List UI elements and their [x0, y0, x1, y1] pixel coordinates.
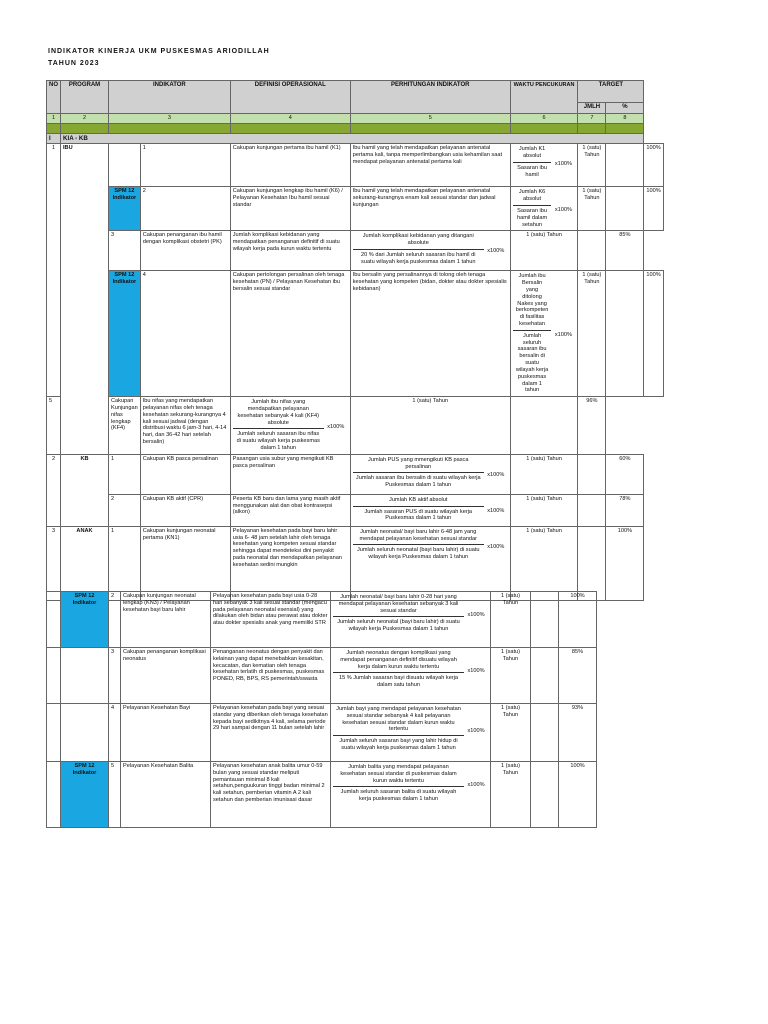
no-cell	[47, 704, 61, 762]
col-definisi: DEFINISI OPERASIONAL	[230, 81, 350, 114]
operational-definition: Pelayanan kesehatan anak balita umur 0-59 bulan yang sesuai standar meliputi pemantauan minimal 8 kali setahun,penguukuran tinggi badan minimal 2 kali setahun, pemberian vitamin A 2 kali setahun dan pemberian imunisasi dasar	[211, 762, 331, 828]
program-cell	[61, 704, 109, 762]
indicator-name: Cakupan kunjungan neonatal lengkap (KN3) / Pelayanan kesehatan bayi baru lahir	[121, 592, 211, 648]
target-count	[578, 231, 606, 271]
group-number: 1	[47, 144, 61, 397]
section-number: I	[47, 133, 61, 144]
target-percent: 100%	[644, 187, 663, 231]
target-count	[531, 648, 559, 704]
indicator-number: 3	[109, 231, 141, 271]
col-jmlh: JMLH	[578, 103, 606, 114]
section-label: KIA - KB	[61, 133, 644, 144]
formula-denominator: Jumlah seluruh sasaran bayi yang lahir hidup di suatu wilayah kerja puskesmas dalam 1 tahun	[333, 735, 464, 753]
indicator-row	[47, 526, 664, 600]
calculation-formula	[230, 397, 350, 455]
formula-denominator: 15 % Jumlah sasaran bayi disuatu wilayah kerja dalam satu tahun	[333, 672, 464, 690]
colnum-8: 8	[606, 114, 644, 124]
col-waktu: WAKTU PENCUKURAN	[510, 81, 578, 114]
indicator-number: 2	[109, 592, 121, 648]
indicator-row	[47, 494, 664, 526]
measurement-period: 1 (satu) Tahun	[350, 397, 510, 455]
indicator-number: 3	[109, 648, 121, 704]
spm-indicator-badge: SPM 12 Indikator	[109, 271, 141, 397]
calculation-formula	[350, 231, 510, 271]
target-count	[531, 592, 559, 648]
green-separator-row	[47, 123, 664, 133]
operational-definition: Ibu hamil yang telah mendapatkan pelayanan antenatal pertama kali, tanpa memperlimbangkan usia kehamilan saat mendapat pelayanan antenatal pertama kali	[350, 144, 510, 187]
operational-definition: Penanganan neonatus dengan penyakit dan kelainan yang dapat menebabkan kesakitan, kecacatan, dan kematian oleh tenaga kesehatan terlatih di puskesmas, puskesmas PONED, RB, BPS, RS pemerintah/swasta	[211, 648, 331, 704]
calculation-formula	[331, 592, 491, 648]
operational-definition: Pelayanan kesehatan pada bayi yang sesuai standar yang diberikan oleh tenaga kesehatan kepada bayi sedikitnya 4 kali, selama periode 29 hari sampai dengan 11 bulan setelah lahir	[211, 704, 331, 762]
colnum-2: 2	[61, 114, 109, 124]
indicator-name: Cakupan kunjungan pertama ibu hamil (K1)	[230, 144, 350, 187]
indicator-number: 4	[109, 704, 121, 762]
document-title: INDIKATOR KINERJA UKM PUSKESMAS ARIODILLAH	[48, 48, 270, 55]
col-indikator: INDIKATOR	[109, 81, 231, 114]
measurement-period: 1 (satu) Tahun	[491, 762, 531, 828]
formula-numerator: Jumlah bayi yang mendapat pelayanan kesehatan sesuai standar sebanyak 4 kali pelayanan kesehatan sesuai standar dalam kurun waktu tertentu	[336, 706, 461, 733]
formula-multiplier: x100%	[467, 782, 485, 789]
col-pct: %	[606, 103, 644, 114]
indicator-row	[47, 271, 664, 397]
measurement-period: 1 (satu) Tahun	[510, 526, 578, 600]
formula-numerator: Jumlah KB aktif absolut	[389, 496, 448, 503]
target-count	[578, 494, 606, 526]
spm-indicator-badge: SPM 12 Indikator	[109, 187, 141, 231]
indicator-number: 5	[47, 397, 61, 455]
measurement-period: 1 (satu) Tahun	[491, 704, 531, 762]
operational-definition: Pelayanan kesehatan pada bayi usia 0-28 hari sebanyak 3 kali sesuai standar (mengacu pada pelayanan neonatal esensial) yang dilakukan oleh bidan atau perawat atau dokter atau dokter spesialis anak yang memiliki STR	[211, 592, 331, 648]
formula-denominator: Jumlah sasaran ibu bersalin di suatu wilayah kerja Puskesmas dalam 1 tahun	[353, 472, 484, 490]
no-cell	[47, 592, 61, 648]
indicator-name: Cakupan pertolongan persalinan oleh tenaga kesehatan (PN) / Pelayanan Kesehatan ibu bersalin sesuai standar	[230, 271, 350, 397]
col-target: TARGET	[578, 81, 644, 103]
calculation-formula	[331, 648, 491, 704]
spm-indicator-badge: SPM 12 Indikator	[61, 592, 109, 648]
indicator-row	[47, 144, 664, 187]
indicator-number: 1	[109, 526, 141, 600]
formula-numerator: Jumlah K6 absolut	[518, 189, 546, 203]
indicator-number: 1	[109, 454, 141, 494]
measurement-period: 1 (satu) Tahun	[510, 494, 578, 526]
target-count	[578, 526, 606, 600]
calculation-formula	[510, 271, 578, 397]
colnum-3: 3	[109, 114, 231, 124]
target-percent: 85%	[606, 231, 644, 271]
formula-denominator: Sasaran ibu hamil dalam setahun	[513, 205, 552, 229]
column-number-row	[47, 114, 664, 124]
formula-denominator: 20 % dari Jumlah seluruh sasaran ibu hamil di suatu wilayah kerja puskesmas dalam 1 tahun	[353, 249, 484, 267]
indicator-row	[47, 187, 664, 231]
calculation-formula	[331, 762, 491, 828]
colnum-6: 6	[510, 114, 578, 124]
formula-denominator: Jumlah seluruh neonatal (bayi baru lahir) di suatu wilayah kerja Puskesmas dalam 1 tahun	[333, 616, 464, 634]
group-number: 2	[47, 454, 61, 526]
measurement-period: 1 (satu) Tahun	[491, 648, 531, 704]
indicator-number: 2	[109, 494, 141, 526]
formula-numerator: Jumlah ibu nifas yang mendapatkan pelayanan kesehatan sebanyak 4 kali (KF4) absolute	[237, 399, 319, 426]
no-cell	[47, 648, 61, 704]
indicator-name: Cakupan kunjungan lengkap ibu hamil (K6) / Pelayanan Kesehatan Ibu hamil sesuai standar	[230, 187, 350, 231]
target-percent: 100%	[644, 144, 663, 187]
program-name: KB	[61, 454, 109, 526]
program-cell	[61, 648, 109, 704]
formula-denominator: Jumlah seluruh neonatal (bayi baru lahir) di suatu wilayah kerja Puskesmas dalam 1 tahun	[353, 544, 484, 562]
target-count	[578, 454, 606, 494]
measurement-period: 1 (satu) Tahun	[578, 187, 606, 231]
colnum-1: 1	[47, 114, 61, 124]
program-name: IBU	[61, 144, 109, 455]
formula-numerator: Jumlah balita yang mendapat pelayanan kesehatan sesuai standar di puskesmas dalam kurun waktu tertentu	[340, 764, 457, 784]
formula-denominator: Sasaran ibu hamil	[513, 162, 552, 180]
formula-numerator: Jumlah komplikasi kebidanan yang ditangani absolute	[362, 233, 474, 247]
calculation-formula	[510, 144, 578, 187]
indicator-row	[47, 231, 664, 271]
formula-multiplier: x100%	[327, 424, 345, 431]
target-percent: 78%	[606, 494, 644, 526]
formula-multiplier: x100%	[554, 160, 572, 167]
formula-multiplier: x100%	[554, 207, 572, 214]
group-number: 3	[47, 526, 61, 600]
indicator-table-page-2	[46, 591, 597, 828]
target-count	[606, 271, 644, 397]
col-perhitungan: PERHITUNGAN INDIKATOR	[350, 81, 510, 114]
formula-numerator: Jumlah PUS yang mmengikuti KB pasca persalinan	[368, 456, 469, 470]
indicator-name: Cakupan Kunjungan nifas lengkap (KF4)	[109, 397, 141, 455]
colnum-7: 7	[578, 114, 606, 124]
operational-definition: Ibu bersalin yang persalinannya di tolong oleh tenaga kesehatan yang kompeten (bidan, dokter atau dokter spesialis kebidanan)	[350, 271, 510, 397]
calculation-formula	[350, 454, 510, 494]
calculation-formula	[350, 526, 510, 600]
colnum-5: 5	[350, 114, 510, 124]
target-percent: 100%	[559, 762, 597, 828]
indicator-name: Cakupan penanganan ibu hamil dengan komplikasi obstetri (PK)	[140, 231, 230, 271]
measurement-period: 1 (satu) Tahun	[510, 231, 578, 271]
target-percent: 93%	[559, 704, 597, 762]
target-count	[606, 187, 644, 231]
indicator-number: 4	[140, 271, 230, 397]
indicator-name: Pelayanan Kesehatan Balita	[121, 762, 211, 828]
measurement-period: 1 (satu) Tahun	[510, 454, 578, 494]
formula-multiplier: x100%	[487, 543, 505, 550]
formula-multiplier: x100%	[487, 508, 505, 515]
indicator-row	[47, 648, 597, 704]
indicator-number: 5	[109, 762, 121, 828]
formula-multiplier: x100%	[467, 727, 485, 734]
formula-multiplier: x100%	[467, 612, 485, 619]
formula-numerator: Jumlah neonatal/ bayi baru lahir 0-28 hari yang mendapat pelayanan kesehatan sebanyak 3 kali sesuai standar	[338, 594, 459, 614]
operational-definition: Pasangan usia subur yang mengikuti KB pasca persalinan	[230, 454, 350, 494]
formula-denominator: Jumlah seluruh sasaran ibu nifas di suatu wilayah kerja puskesmas dalam 1 tahun	[233, 428, 324, 452]
indicator-row	[47, 762, 597, 828]
indicator-row	[47, 704, 597, 762]
indicator-name: Pelayanan Kesehatan Bayi	[121, 704, 211, 762]
formula-multiplier: x100%	[554, 332, 572, 339]
calculation-formula	[331, 704, 491, 762]
formula-denominator: Jumlah sasaran PUS di suatu wilayah kerja Puskesmas dalam 1 tahun	[353, 506, 484, 524]
colnum-4: 4	[230, 114, 350, 124]
indicator-number: 1	[140, 144, 230, 187]
operational-definition: Ibu hamil yang telah mendapatkan pelayanan antenatal sekurang-kurangnya enam kali sesuai standar dan jadwal kunjungan	[350, 187, 510, 231]
indicator-table-page-1	[46, 80, 664, 601]
formula-denominator: Jumlah seluruh sasaran balita di suatu wilayah kerja puskesmas dalam 1 tahun	[333, 786, 464, 804]
measurement-period: 1 (satu) Tahun	[578, 271, 606, 397]
operational-definition: Jumlah komplikasi kebidanan yang mendapatkan penanganan definitif di suatu wilayah kerja pada kurun waktu tertentu	[230, 231, 350, 271]
indicator-row	[47, 454, 664, 494]
target-count	[606, 144, 644, 187]
indicator-number: 2	[140, 187, 230, 231]
indicator-row	[47, 397, 664, 455]
formula-numerator: Jumlah K1 absolut	[518, 146, 546, 160]
target-count	[510, 397, 578, 455]
measurement-period: 1 (satu) Tahun	[578, 144, 606, 187]
formula-multiplier: x100%	[487, 248, 505, 255]
operational-definition: Peserta KB baru dan lama yang masih aktif menggunakan alat dan obat kontrasepsi (alkon)	[230, 494, 350, 526]
target-percent: 96%	[578, 397, 606, 455]
col-no: NO	[47, 81, 61, 114]
formula-denominator: Jumlah seluruh sasaran ibu bersalin di suatu wilayah kerja puskesmas dalam 1 tahun	[513, 330, 552, 395]
target-percent: 85%	[559, 648, 597, 704]
indicator-name: Cakupan KB aktif (CPR)	[140, 494, 230, 526]
section-row-kia-kb	[47, 133, 664, 144]
target-percent: 100%	[559, 592, 597, 648]
spm-indicator-badge: SPM 12 Indikator	[61, 762, 109, 828]
indicator-name: Cakupan penanganan komplikasi neonatus	[121, 648, 211, 704]
formula-numerator: Jumlah neonatal/ bayi baru lahir 6-48 jam yang mendapat pelayanan kesehatan sesuai standar	[359, 528, 478, 542]
col-program: PROGRAM	[61, 81, 109, 114]
formula-multiplier: x100%	[487, 471, 505, 478]
program-name: ANAK	[61, 526, 109, 600]
target-count	[531, 704, 559, 762]
target-percent: 100%	[606, 526, 644, 600]
operational-definition: Ibu nifas yang mendapatkan pelayanan nifas oleh tenaga kesehatan sekurang-kurangnya 4 kali sesuai jadwal (dengan distribusi waktu 6 jam-3 hari, 4-14 hari, dan 36-42 hari setelah bersalin)	[140, 397, 230, 455]
indicator-name: Cakupan kunjungan neonatal pertama (KN1)	[140, 526, 230, 600]
target-count	[531, 762, 559, 828]
no-cell	[47, 762, 61, 828]
formula-numerator: Jumlah ibu Bersalin yang ditolong Nakes yang berkompeten di fasilitas kesehatan	[515, 273, 549, 328]
indicator-name: Cakupan KB pasca persalinan	[140, 454, 230, 494]
document-year: TAHUN 2023	[48, 60, 100, 67]
formula-multiplier: x100%	[467, 668, 485, 675]
calculation-formula	[350, 494, 510, 526]
measurement-period: 1 (satu) Tahun	[491, 592, 531, 648]
operational-definition: Pelayanan kesehatan pada bayi baru lahir usia 6- 48 jam setelah lahir oleh tenaga kesehatan yang kompeten sesuai standar sehingga dapat mendeteksi dini penyakit pada neonatal dan mendapatkan pelayanan kesehatan sedini mungkin	[230, 526, 350, 600]
calculation-formula	[510, 187, 578, 231]
formula-numerator: Jumlah neonatus dengan komplikasi yang mendapat penanganan definitif disuatu wilayah kerja dalam kurun waktu tertentu	[340, 650, 457, 670]
table-header-row	[47, 81, 664, 103]
target-percent: 60%	[606, 454, 644, 494]
target-percent: 100%	[644, 271, 663, 397]
program-cell	[109, 144, 141, 187]
indicator-row	[47, 592, 597, 648]
